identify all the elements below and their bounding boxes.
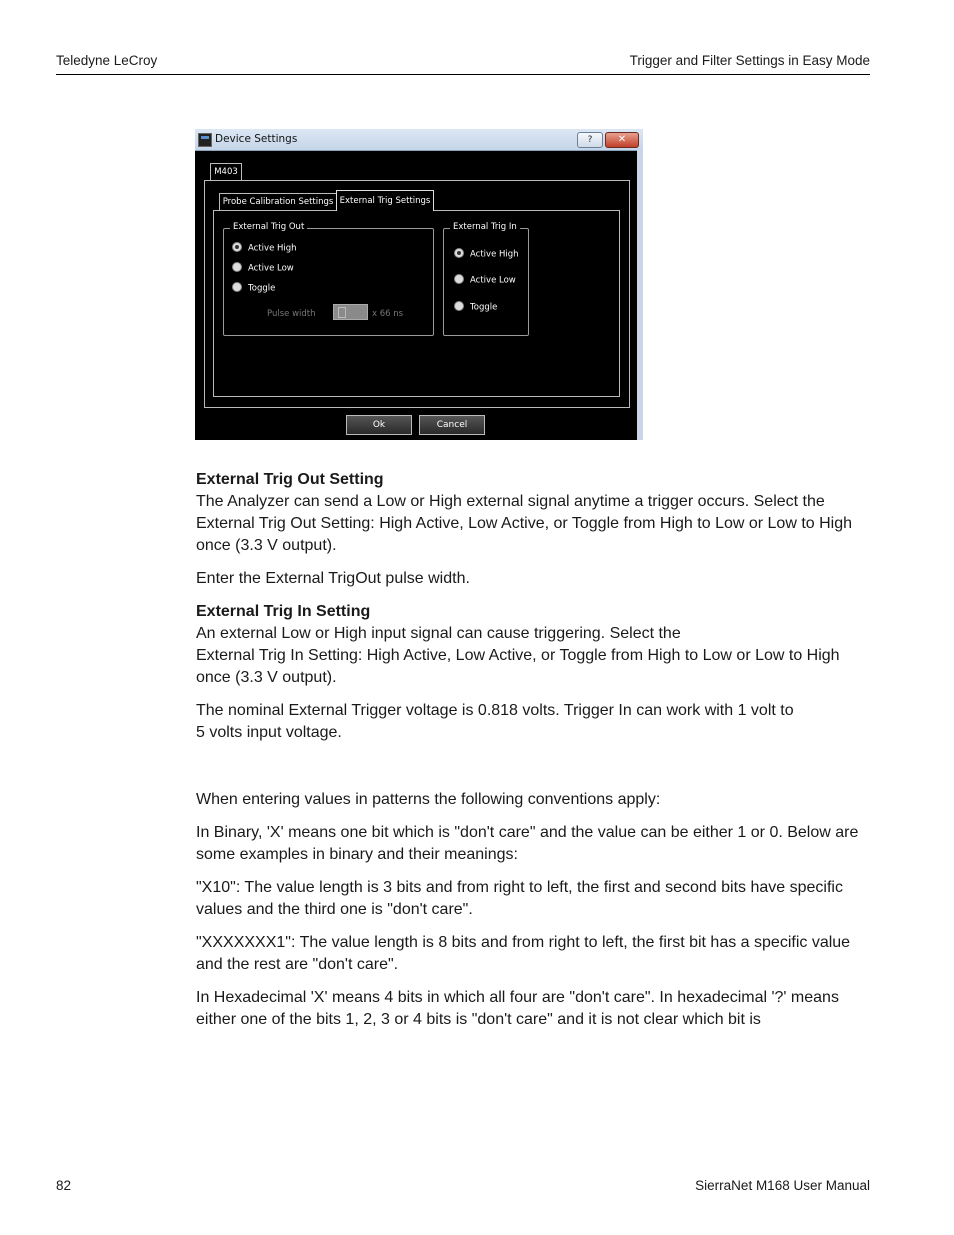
option-label: Toggle [248, 283, 276, 294]
window-border [637, 150, 643, 440]
paragraph: "XXXXXXX1": The value length is 8 bits and from right to left, the first bit has a specific value and the rest are "don't care". [196, 934, 851, 973]
page-number: 82 [56, 1178, 72, 1193]
trig-in-section [196, 601, 876, 689]
radio-icon[interactable] [232, 262, 242, 272]
paragraph: When entering values in patterns the following conventions apply: [196, 791, 661, 808]
radio-selected-icon[interactable] [454, 248, 464, 258]
tab-probe-calibration-settings[interactable]: Probe Calibration Settings [219, 193, 337, 211]
pulse-width-unit: x 66 ns [372, 309, 404, 319]
external-trig-in-group [443, 222, 529, 336]
radio-icon[interactable] [232, 282, 242, 292]
radio-icon[interactable] [454, 301, 464, 311]
option-label: Toggle [470, 302, 498, 313]
trig-in-active-high[interactable] [454, 249, 519, 260]
paragraph-line: External Trig In Setting: High Active, Low Active, or Toggle from High to Low or Low to High once (3.3 V output). [196, 647, 840, 686]
external-trig-out-group [223, 222, 434, 336]
paragraph: The Analyzer can send a Low or High external signal anytime a trigger occurs. Select the External Trig Out Setting: High Active, Low Active, or Toggle from High to Low or Low to High once (3.3 V output). [196, 493, 853, 554]
paragraph: Enter the External TrigOut pulse width. [196, 570, 470, 587]
trig-in-active-low[interactable] [454, 275, 516, 286]
paragraph-line: The nominal External Trigger voltage is 0.818 volts. Trigger In can work with 1 volt to [196, 702, 794, 719]
body-content [196, 469, 876, 1042]
pulse-width-input[interactable] [333, 304, 368, 320]
app-icon [198, 133, 212, 147]
option-label: Active Low [470, 275, 516, 286]
radio-icon[interactable] [454, 274, 464, 284]
device-settings-screenshot [195, 129, 643, 440]
pulse-width-label: Pulse width [267, 309, 316, 319]
dialog-body [195, 151, 637, 440]
trig-out-legend: External Trig Out [230, 222, 307, 232]
dialog-title: Device Settings [215, 133, 298, 145]
trig-out-toggle[interactable] [232, 283, 275, 294]
header-rule [56, 74, 870, 75]
option-label: Active High [248, 243, 297, 254]
header-company: Teledyne LeCroy [56, 53, 158, 68]
dialog-titlebar [195, 129, 643, 151]
voltage-paragraph [196, 700, 876, 744]
option-label: Active Low [248, 263, 294, 274]
close-button[interactable]: ✕ [605, 132, 639, 148]
section-heading-trig-in: External Trig In Setting [196, 603, 371, 620]
radio-selected-icon[interactable] [232, 242, 242, 252]
header-section-title: Trigger and Filter Settings in Easy Mode [629, 53, 870, 68]
spacer [196, 755, 876, 789]
trig-in-toggle[interactable] [454, 302, 497, 313]
option-label: Active High [470, 249, 519, 260]
cancel-button[interactable]: Cancel [419, 415, 485, 435]
paragraph: In Hexadecimal 'X' means 4 bits in which all four are "don't care". In hexadecimal '?' means either one of the bits 1, 2, 3 or 4 bits is "don't care" and it is not clear which bit is [196, 989, 839, 1028]
trig-out-active-high[interactable] [232, 243, 297, 254]
section-heading-trig-out: External Trig Out Setting [196, 471, 384, 488]
trig-out-section [196, 469, 876, 557]
help-button[interactable]: ? [577, 132, 603, 148]
trig-out-active-low[interactable] [232, 263, 294, 274]
paragraph-line: 5 volts input voltage. [196, 724, 342, 741]
trig-in-legend: External Trig In [450, 222, 520, 232]
tab-external-trig-settings[interactable]: External Trig Settings [336, 190, 434, 211]
tab-m403[interactable]: M403 [210, 163, 242, 180]
paragraph: In Binary, 'X' means one bit which is "don't care" and the value can be either 1 or 0. Below are some examples in binary and their meanings: [196, 824, 859, 863]
footer-manual-title: SierraNet M168 User Manual [695, 1178, 870, 1193]
paragraph-line: An external Low or High input signal can cause triggering. Select the [196, 625, 681, 642]
ok-button[interactable]: Ok [346, 415, 412, 435]
paragraph: "X10": The value length is 3 bits and from right to left, the first and second bits have specific values and the third one is "don't care". [196, 879, 843, 918]
